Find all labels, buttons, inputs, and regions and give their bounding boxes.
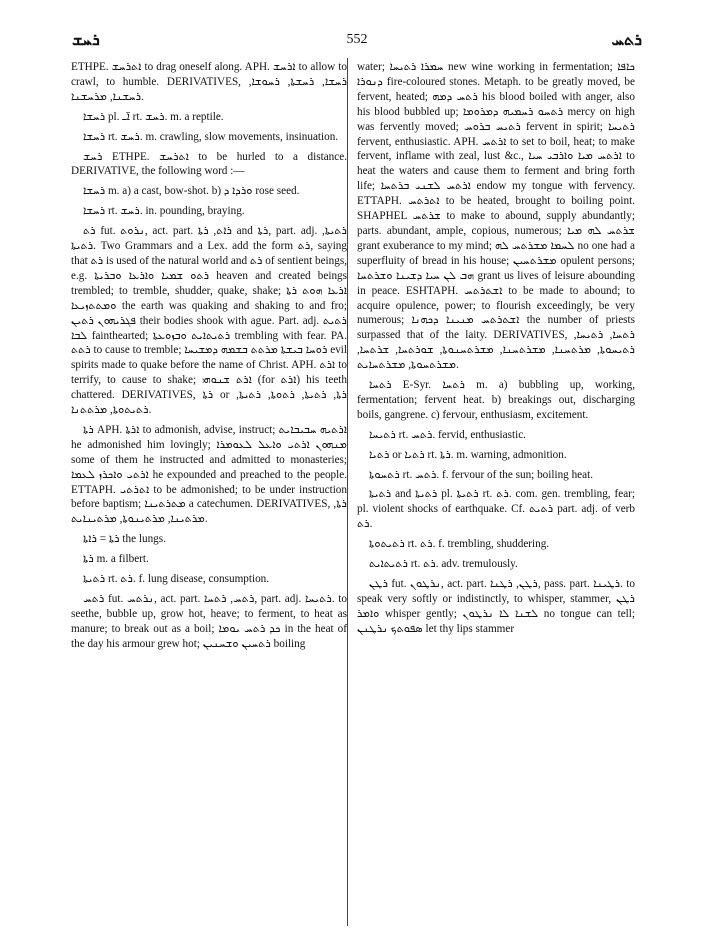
dictionary-entry: ܪܚܫܐ rt. ܪܚܫ. m. crawling, slow movements, insinuation.	[83, 130, 339, 143]
page-header	[72, 32, 642, 54]
dictionary-entry: ܪܬܚ fut. ܢܪܬܚ, act. part. ܪܬܚ, ܪܬܚܐ, part. adj. ܪܬܝܚܐ. to seethe, bubble up, grow hot, heave; to ferment, to heat as manure; to break out as a boil; ܟܕ ܪܬܚ ܝܘܡܐ in the heat of the day his armour grew hot; ܪܬܚܝܢ ܘܫܚܢܝܢ boiling	[71, 593, 348, 650]
dictionary-entry: water; ܚܡܪܐ ܪܬܝܚܐ new wine working in fermentation; ܟܐܦܐ ܕܢܘܪܐ fire-coloured stones. Metaph. to be greatly moved, be fervent, heated; ܪܬܚ ܕܡܗ his blood boiled with anger, also his blood bubbled up; ܪܬܚܘ ܪܚܡܝܗ ܕܡܪܘܡܐ mercy on high was fervently moved; ܪܬܝܚ ܒܪܘܚ fervent in spirit; ܪܬܝܚܐ fervent, enthusiastic. APH. ܐܪܬܚ to set to boil, heat; to make fervent, inflame with zeal, lust &c., ܐܪܬܚ ܡܝܐ ܘܐܪܒܝ ܚܝܐ to heat the waters and cause them to ferment and bring forth life; ܐܪܬܚ ܠܫܢܝ ܒܪܬܚܐ endow my tongue with fervency. ETTAPH. ܐܬܪܬܚ to be heated, brought to boiling point. SHAPHEL ܫܪܬܚ to make to abound, supply abundantly; parts. abundant, ample, copious, numerous; ܫܪܬܚ ܠܗ ܡܝܐ grant exuberance to my mind; ܠܚܡܐ ܡܫܪܬܚ ܠܗ no one had a superfluity of bread in his house; ܡܫܪܬܚܝܢ opulent persons; ܗܒ ܠܢ ܚܝܐ ܕܫܝܢܐ ܘܫܪܬܚܐ grant us lives of leisure abounding in peace. ESHTAPH. ܐܫܬܪܬܚ to be made to abound; to acquire opulence, power; to flourish exceedingly, be very numerous; ܐܫܬܪܬܚ ܡܢܝܢܐ ܕܟܗܢܐ the number of priests surpassed that of the laity. DERIVATIVES, ܪܬܚܐ, ܪܬܝܚܐ, ܪܬܝܚܘܬܐ, ܡܪܬܚܢܐ, ܡܫܪܬܚܢܐ, ܡܫܪܬܚܢܘܬܐ, ܫܘܪܬܚܐ, ܫܪܬܚܐ, ܡܫܪܬܚܘܬܐ, ܡܫܪܬܚܐܝܬ.	[357, 61, 636, 372]
dictionary-entry: ܪܬܝܬܐܝܬ rt. ܪܬ. adv. tremulously.	[369, 558, 518, 571]
dictionary-entry: ܪܬܝܬܐ rt. ܪܬ. f. lung disease, consumption.	[83, 573, 270, 586]
dictionary-entry: ܪܬܚܐ E-Syr. ܪܬܚܐ m. a) bubbling up, working, fermentation; fervent heat. b) breakings out, discharging boils, gangrene. c) fervour, enthusiasm, excitement.	[357, 379, 636, 421]
dictionary-entry: ܪܚܫܐ pl. ܐ̈ـ rt. ܪܚܫ. m. a reptile.	[83, 110, 224, 123]
header-guide-word-right: ܪܬܚ	[611, 32, 642, 49]
dictionary-entry: ܪܬܝܚܐ rt. ܪܬܚ. fervid, enthusiastic.	[369, 428, 526, 441]
dictionary-entry: ETHPE. ܐܬܪܚܫ to drag oneself along. APH. ܐܪܚܫ to allow to crawl, to humble. DERIVATIVES, ܪܚܫܐ, ܪܚܫܬܐ, ܪܚܘܫܐ, ܪܚܫܢܐ, ܡܪܚܫܢܐ.	[71, 61, 348, 103]
dictionary-entry: ܪܬ fut. ܢܪܘܬ, act. part. ܪܐܬ, ܪܬܐ and ܪܬܐ, part. adj. ܪܬܝܬܐ, ܪܬܝܬܐ. Two Grammars and a Lex. add the form ܪܬ, saying that ܪܬ is used of the natural world and ܪܬ of sentient beings, e.g. ܪܬܘ ܫܡܝܐ ܘܐܪܥܐ ܘܒܪܝܬܐ heaven and created beings trembled; to tremble, shudder, quake, shake; ܐܪܥܐ ܗܘܬ ܪܬܐ ܘܡܬܬܙܝܥܐ the earth was quaking and shaking to and fro; ܦܓܪܝܗܘܢ ܪܬܝܢ their bodies shook with ague. Part. adj. ܪܬܝܬ ܠܒܐ fainthearted; ܪܬܝܬܐܝܬ ܘܒܙܘܥܬܐ trembling with fear. PA. ܪܬܬ to cause to tremble; ܪܘܚܐ ܒܝܫܬܐ ܡܪܬܬ ܒܫܡܗ ܕܡܫܝܚܐ evil spirits made to quake before the name of Christ. APH. ܐܪܬ to terrify, to cause to shake; ܐܪܬ ܫܢܘܗܝ (for ܐܪܬ) his teeth chattered. DERIVATIVES, ܪܬܐ or ܪܬܐ, ܪܬܝܬܐ, ܪܬܘܬܐ, ܪܬܝܬܐ, ܪܬܝܬܘܬܐ, ܡܪܬܬܢܐ.	[71, 225, 348, 417]
dictionary-entry: ܪܬܐ = ܪܐܬܐ the lungs.	[83, 533, 166, 546]
dictionary-entry: ܪܬܝܬܘܬܐ rt. ܪܬ. f. trembling, shuddering.	[369, 538, 550, 551]
dictionary-entry: ܪܬܐ APH. ܐܪܬܐ to admonish, advise, instruct; ܐܪܬܝܗ ܚܒܝܒܐܝܬ he admonished him lovingly; ܡܢܗܘܢ ܐܪܬܝ ܘܐܥܠ ܠܥܘܡܪܐ some of them he instructed and admitted to monasteries; ܐܪܬܝ ܘܐܟܪܙ ܠܥܡܐ he expounded and preached to the people. ETTAPH. ܐܬܪܬܝ to be admonished; to be under instruction before baptism; ܡܬܪܬܝܢܐ a catechumen. DERIVATIVES, ܪܬܐ, ܡܪܬܝܢܐ, ܡܪܬܝܢܘܬܐ, ܡܪܬܝܢܐܝܬ.	[71, 423, 347, 526]
left-column	[71, 60, 347, 652]
dictionary-entry: ܪܚܫܐ rt. ܪܚܫ. in. pounding, braying.	[83, 205, 245, 218]
dictionary-entry: ܪܬܝܬܐ and ܪܬܝܬܐ pl. ܪܬܝܬܐ rt. ܪܬ. com. gen. trembling, fear; pl. violent shocks of earthquake. Cf. ܪܬܝܬ part. adj. of verb ܪܬ.	[357, 488, 635, 531]
column-divider	[347, 58, 348, 926]
header-guide-word-left: ܪܚܫ	[72, 32, 100, 49]
dictionary-entry: ܪܚܫ ETHPE. ܐܬܪܚܫ to be hurled to a distance. DERIVATIVE, the following word :—	[71, 150, 347, 178]
right-column	[357, 60, 635, 637]
dictionary-entry: ܪܬܚܘܬܐ rt. ܪܬܚ. f. fervour of the sun; boiling heat.	[369, 468, 593, 481]
dictionary-entry: ܪܛܢ fut. ܢܪܛܘܢ, act. part. ܪܛܢ, ܪܛܢܐ, pass. part. ܪܛܝܢܐ. to speak very softly or indistinctly, to whisper, stammer, ܪܛܢ ܘܐܡܪ whisper gently; ܠܫܢܐ ܠܐ ܢܪܛܘܢ no tongue can tell; ܣܦܘܬܟ ܢܪܛܢܢ let thy lips stammer	[357, 578, 636, 635]
page-number: 552	[346, 32, 368, 47]
dictionary-entry: ܪܚܫܐ m. a) a cast, bow-shot. b) ܘܪܕܐ ܕ rose seed.	[83, 185, 300, 198]
dictionary-entry: ܪܬܐ m. a filbert.	[83, 553, 149, 566]
dictionary-entry: ܪܬܝܐ or ܪܬܝܐ rt. ܪܬܐ. m. warning, admonition.	[369, 448, 567, 461]
